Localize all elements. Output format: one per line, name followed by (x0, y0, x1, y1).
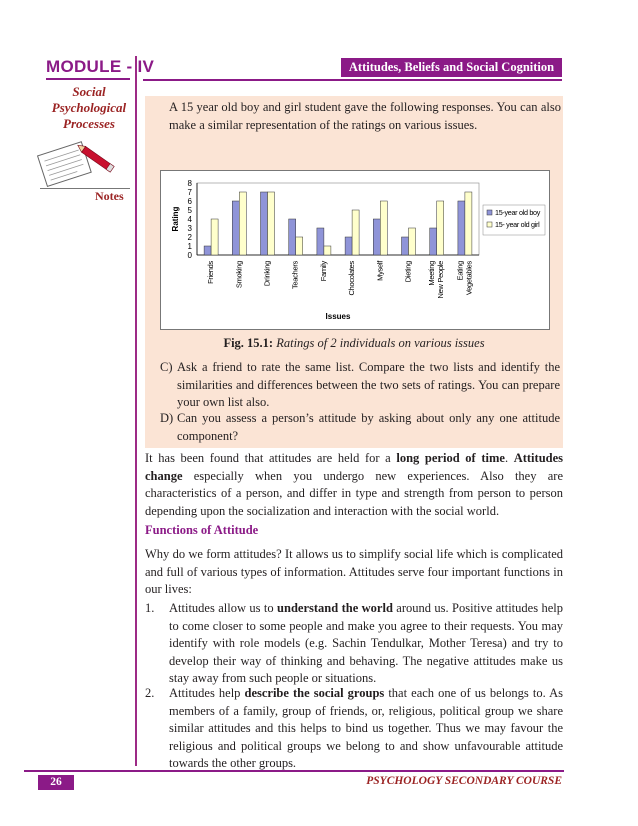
question-text: Can you assess a person’s attitude by asking about only any one attitude component? (177, 411, 560, 443)
x-tick-label: Friends (206, 261, 216, 284)
emphasis-run: describe the social groups (244, 686, 385, 700)
bar-girl (380, 201, 387, 255)
x-tick-label: New People (436, 261, 446, 299)
legend-label: 15-year old boy (495, 208, 541, 217)
y-tick-label: 7 (187, 188, 192, 197)
x-tick-label: Smoking (234, 261, 244, 289)
list-item (145, 685, 563, 773)
legend-label: 15- year old girl (495, 220, 540, 229)
sidebar-divider (135, 56, 137, 766)
bar-girl (324, 246, 331, 255)
bar-boy (345, 237, 352, 255)
question-text: Ask a friend to rate the same list. Compare the two lists and identify the similarities and differences between the two sets of ratings. You can prepare your own list also. (177, 360, 560, 409)
notes-pencil-icon (20, 138, 120, 188)
x-tick-label: Eating (455, 261, 465, 281)
text-run: around us. Positive attitudes help to come closer to some people and make you agree to their requests. You may identify with role models (e.g. Sachin Tendulkar, Mother Teresa) and try to develop their way of thinking and behaving. The negative attitudes make us stay away from such people or situations. (169, 601, 563, 685)
module-underline (46, 78, 130, 80)
chart-frame (160, 170, 550, 330)
header-rule (143, 79, 562, 81)
bar-boy (289, 219, 296, 255)
intro-paragraph: A 15 year old boy and girl student gave the following responses. You can also make a similar representation of the ratings on various issues. (169, 100, 561, 132)
legend-swatch (487, 222, 492, 227)
bar-girl (437, 201, 444, 255)
list-item (145, 600, 563, 688)
text-run: Attitudes help (169, 686, 245, 700)
text-run: Attitudes allow us to (169, 601, 278, 615)
bar-girl (239, 192, 246, 255)
bar-girl (296, 237, 303, 255)
question-marker: D) (160, 411, 174, 425)
text-run: It has been found that attitudes are held for a (145, 451, 397, 465)
emphasis-run: Attitudes change (145, 451, 564, 483)
figure-caption-text: Ratings of 2 individuals on various issues (276, 336, 485, 350)
page-number: 26 (38, 775, 74, 790)
y-tick-label: 3 (187, 224, 192, 233)
bar-boy (373, 219, 380, 255)
paragraph-functions-intro: Why do we form attitudes? It allows us to simplify social life which is complicated and full of various types of information. Attitudes serve four important functions in our lives: (145, 547, 563, 596)
bar-girl (465, 192, 472, 255)
emphasis-run: long period of time (396, 451, 505, 465)
section-title: Social Psychological Processes (51, 84, 127, 131)
bar-girl (211, 219, 218, 255)
x-tick-label: Myself (375, 261, 385, 281)
module-label: MODULE - IV (46, 57, 155, 76)
list-text (169, 685, 563, 773)
x-tick-label: Drinking (262, 261, 272, 287)
figure-caption (145, 336, 563, 351)
y-axis-title: Rating (171, 206, 180, 232)
question-marker: C) (160, 360, 173, 374)
bar-boy (317, 228, 324, 255)
y-tick-label: 5 (187, 206, 192, 215)
notes-label: Notes (95, 189, 124, 203)
list-text (169, 600, 563, 688)
list-marker: 2. (145, 686, 155, 700)
footer-rule (24, 770, 564, 772)
x-tick-label: Teachers (290, 261, 300, 290)
chapter-title-badge: Attitudes, Beliefs and Social Cognition (341, 58, 562, 77)
x-tick-label: Dieting (403, 261, 413, 283)
x-tick-label: Meeting (427, 261, 437, 286)
y-tick-label: 6 (187, 197, 192, 206)
x-tick-label: Vegetables (464, 261, 474, 296)
x-tick-label: Family (318, 261, 328, 282)
paragraph-attitude-change (145, 450, 563, 520)
x-axis-title: Issues (325, 312, 351, 321)
bar-boy (261, 192, 268, 255)
y-tick-label: 8 (187, 179, 192, 188)
bar-boy (458, 201, 465, 255)
bar-boy (402, 237, 409, 255)
bar-girl (409, 228, 416, 255)
bar-boy (204, 246, 211, 255)
emphasis-run: understand the world (277, 601, 393, 615)
x-tick-label: Chocolates (347, 261, 357, 296)
list-marker: 1. (145, 601, 155, 615)
figure-label: Fig. 15.1: (223, 336, 274, 350)
bar-girl (352, 210, 359, 255)
y-tick-label: 0 (187, 251, 192, 260)
y-tick-label: 4 (187, 215, 192, 224)
section-heading: Functions of Attitude (145, 523, 259, 537)
text-run: . (504, 451, 514, 465)
bar-girl (268, 192, 275, 255)
question-d (160, 410, 560, 445)
text-run: that each one of us belongs to. As members of a family, group of friends, or, religious, political group we share similar attitudes and this helps to bind us together. Thus we may favour the religious and political groups we belong to and show unfavourable attitude towards the other groups. (169, 686, 563, 770)
course-title: PSYCHOLOGY SECONDARY COURSE (366, 775, 562, 787)
text-run: especially when you undergo new experiences. Also they are characteristics of a person, and differ in type and strength from person to person depending upon the socialization and interaction with the social world. (145, 468, 563, 518)
legend-swatch (487, 210, 492, 215)
question-c (160, 359, 560, 412)
bar-boy (430, 228, 437, 255)
bar-boy (232, 201, 239, 255)
y-tick-label: 2 (187, 233, 192, 242)
ratings-bar-chart (161, 171, 549, 329)
y-tick-label: 1 (187, 242, 192, 251)
